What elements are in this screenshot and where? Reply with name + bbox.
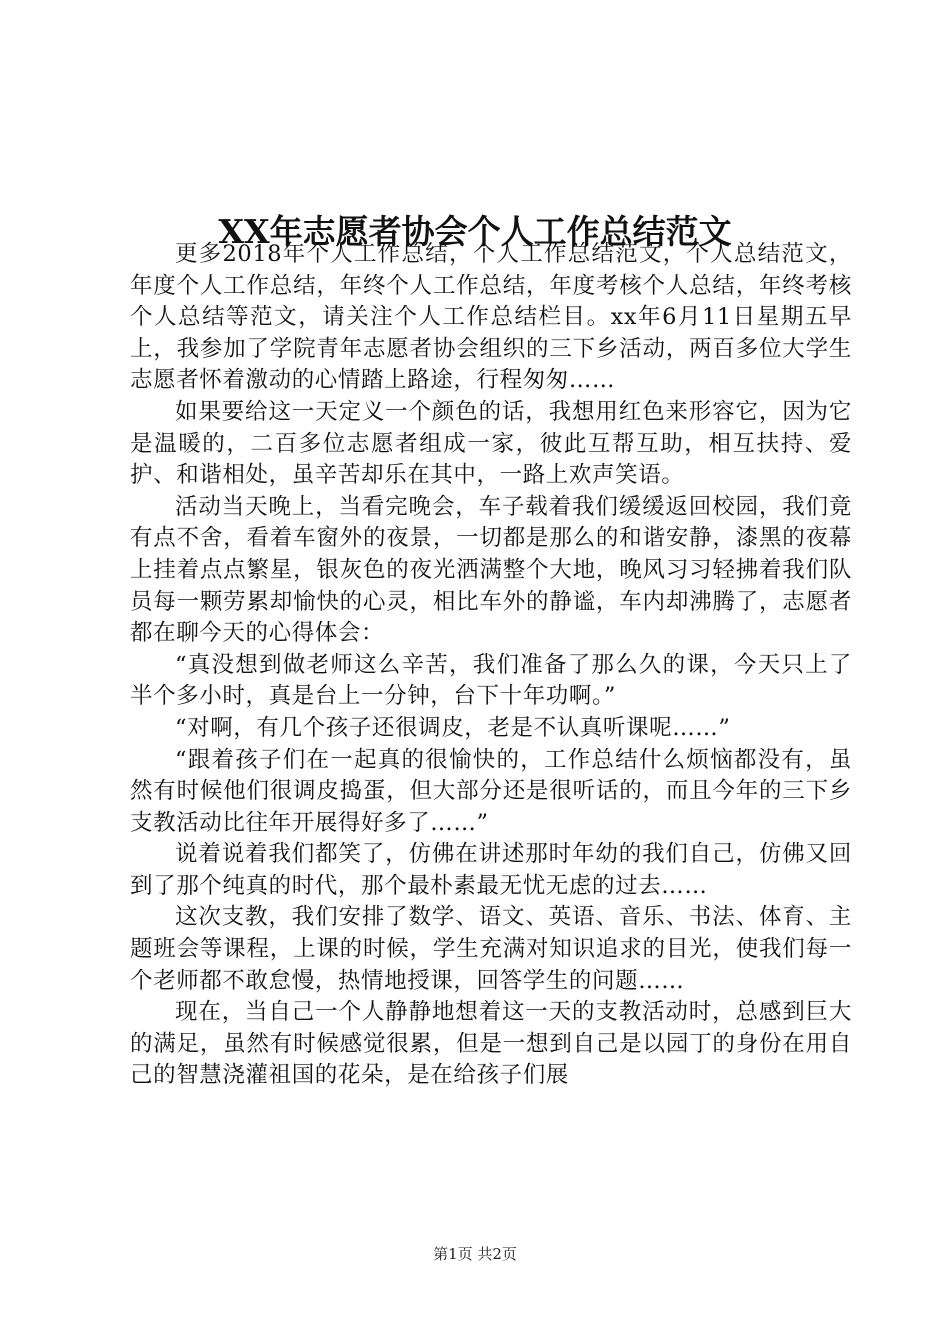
quote-paragraph: “对啊，有几个孩子还很调皮，老是不认真听课呢……” xyxy=(175,714,731,741)
page-number-footer: 第1页 共2页 xyxy=(433,1245,517,1263)
quote-paragraph: “跟着孩子们在一起真的很愉快的，工作总结什么烦恼都没有，虽然有时候他们很调皮捣蛋，但大部分还是很听话的，而且今年的三下乡支教活动比往年开展得好多了……” xyxy=(130,746,852,836)
body-paragraph: 这次支教，我们安排了数学、语文、英语、音乐、书法、体育、主题班会等课程，上课的时候，学生充满对知识追求的目光，使我们每一个老师都不敢怠慢，热情地授课，回答学生的问题…… xyxy=(130,904,852,994)
body-paragraph: 活动当天晚上，当看完晚会，车子载着我们缓缓返回校园，我们竟有点不舍，看着车窗外的夜景，一切都是那么的和谐安静，漆黑的夜幕上挂着点点繁星，银灰色的夜光洒满整个大地，晚风习习轻拂着我们队员每一颗劳累却愉快的心灵，相比车外的静谧，车内却沸腾了，志愿者都在聊今天的心得体会： xyxy=(130,493,852,647)
quote-paragraph: “真没想到做老师这么辛苦，我们准备了那么久的课，今天只上了半个多小时，真是台上一分钟，台下十年功啊。” xyxy=(130,651,852,710)
document-title: XX年志愿者协会个人工作总结范文 xyxy=(218,212,732,252)
body-paragraph: 现在，当自己一个人静静地想着这一天的支教活动时，总感到巨大的满足，虽然有时候感觉很累，但是一想到自己是以园丁的身份在用自己的智慧浇灌祖国的花朵，是在给孩子们展 xyxy=(130,999,852,1089)
body-paragraph: 如果要给这一天定义一个颜色的话，我想用红色来形容它，因为它是温暖的，二百多位志愿者组成一家，彼此互帮互助，相互扶持、爱护、和谐相处，虽辛苦却乐在其中，一路上欢声笑语。 xyxy=(130,398,852,489)
body-paragraph: 说着说着我们都笑了，仿佛在讲述那时年幼的我们自己，仿佛又回到了那个纯真的时代，那个最朴素最无忧无虑的过去…… xyxy=(130,841,852,899)
body-paragraph: 更多2018年个人工作总结，个人工作总结范文，个人总结范文，年度个人工作总结，年终个人工作总结，年度考核个人总结，年终考核个人总结等范文，请关注个人工作总结栏目。xx年6月11日星期五早上，我参加了学院青年志愿者协会组织的三下乡活动，两百多位大学生志愿者怀着激动的心情踏上路途，行程匆匆…… xyxy=(130,241,852,394)
document-body xyxy=(130,239,852,1092)
